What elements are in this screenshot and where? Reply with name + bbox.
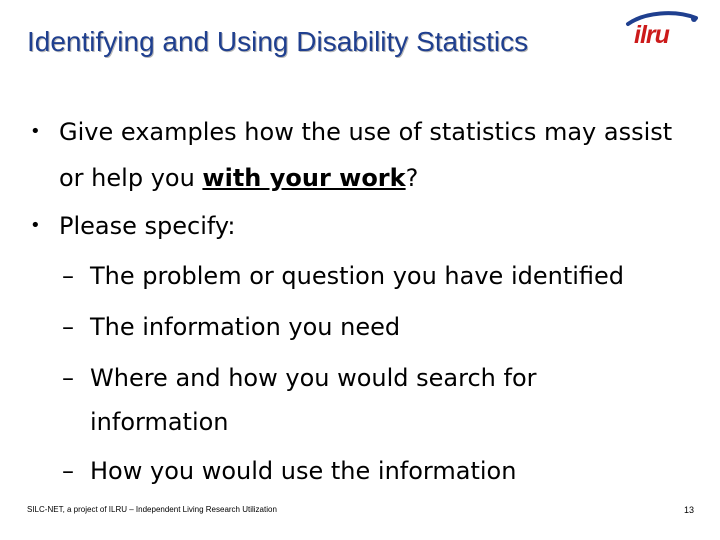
dash-icon: – xyxy=(62,262,74,290)
sub-item-text: Where and how you would search for information xyxy=(90,364,537,436)
bullet-dot-icon: • xyxy=(30,121,41,142)
emphasis-with-your-work: with your work xyxy=(202,164,406,192)
slide-title: Identifying and Using Disability Statistics xyxy=(27,26,529,57)
dash-icon: – xyxy=(62,313,74,341)
bullet-dot-icon: • xyxy=(30,215,41,236)
dash-icon: – xyxy=(62,364,74,392)
dash-icon: – xyxy=(62,457,74,485)
page-number: 13 xyxy=(684,505,695,515)
logo-text: ilru xyxy=(634,21,669,49)
sub-item-text: The problem or question you have identified xyxy=(90,262,625,290)
sub-item-text: How you would use the information xyxy=(90,457,517,485)
bullet-please-specify-text: Please specify: xyxy=(59,212,236,240)
bullet-examples-text: Give examples how the use of statistics may assist or help you with your work? xyxy=(59,118,673,192)
sub-item-text: The information you need xyxy=(90,313,401,341)
footer-text: SILC-NET, a project of ILRU – Independent Living Research Utilization xyxy=(27,505,277,514)
ilru-logo xyxy=(620,10,700,50)
